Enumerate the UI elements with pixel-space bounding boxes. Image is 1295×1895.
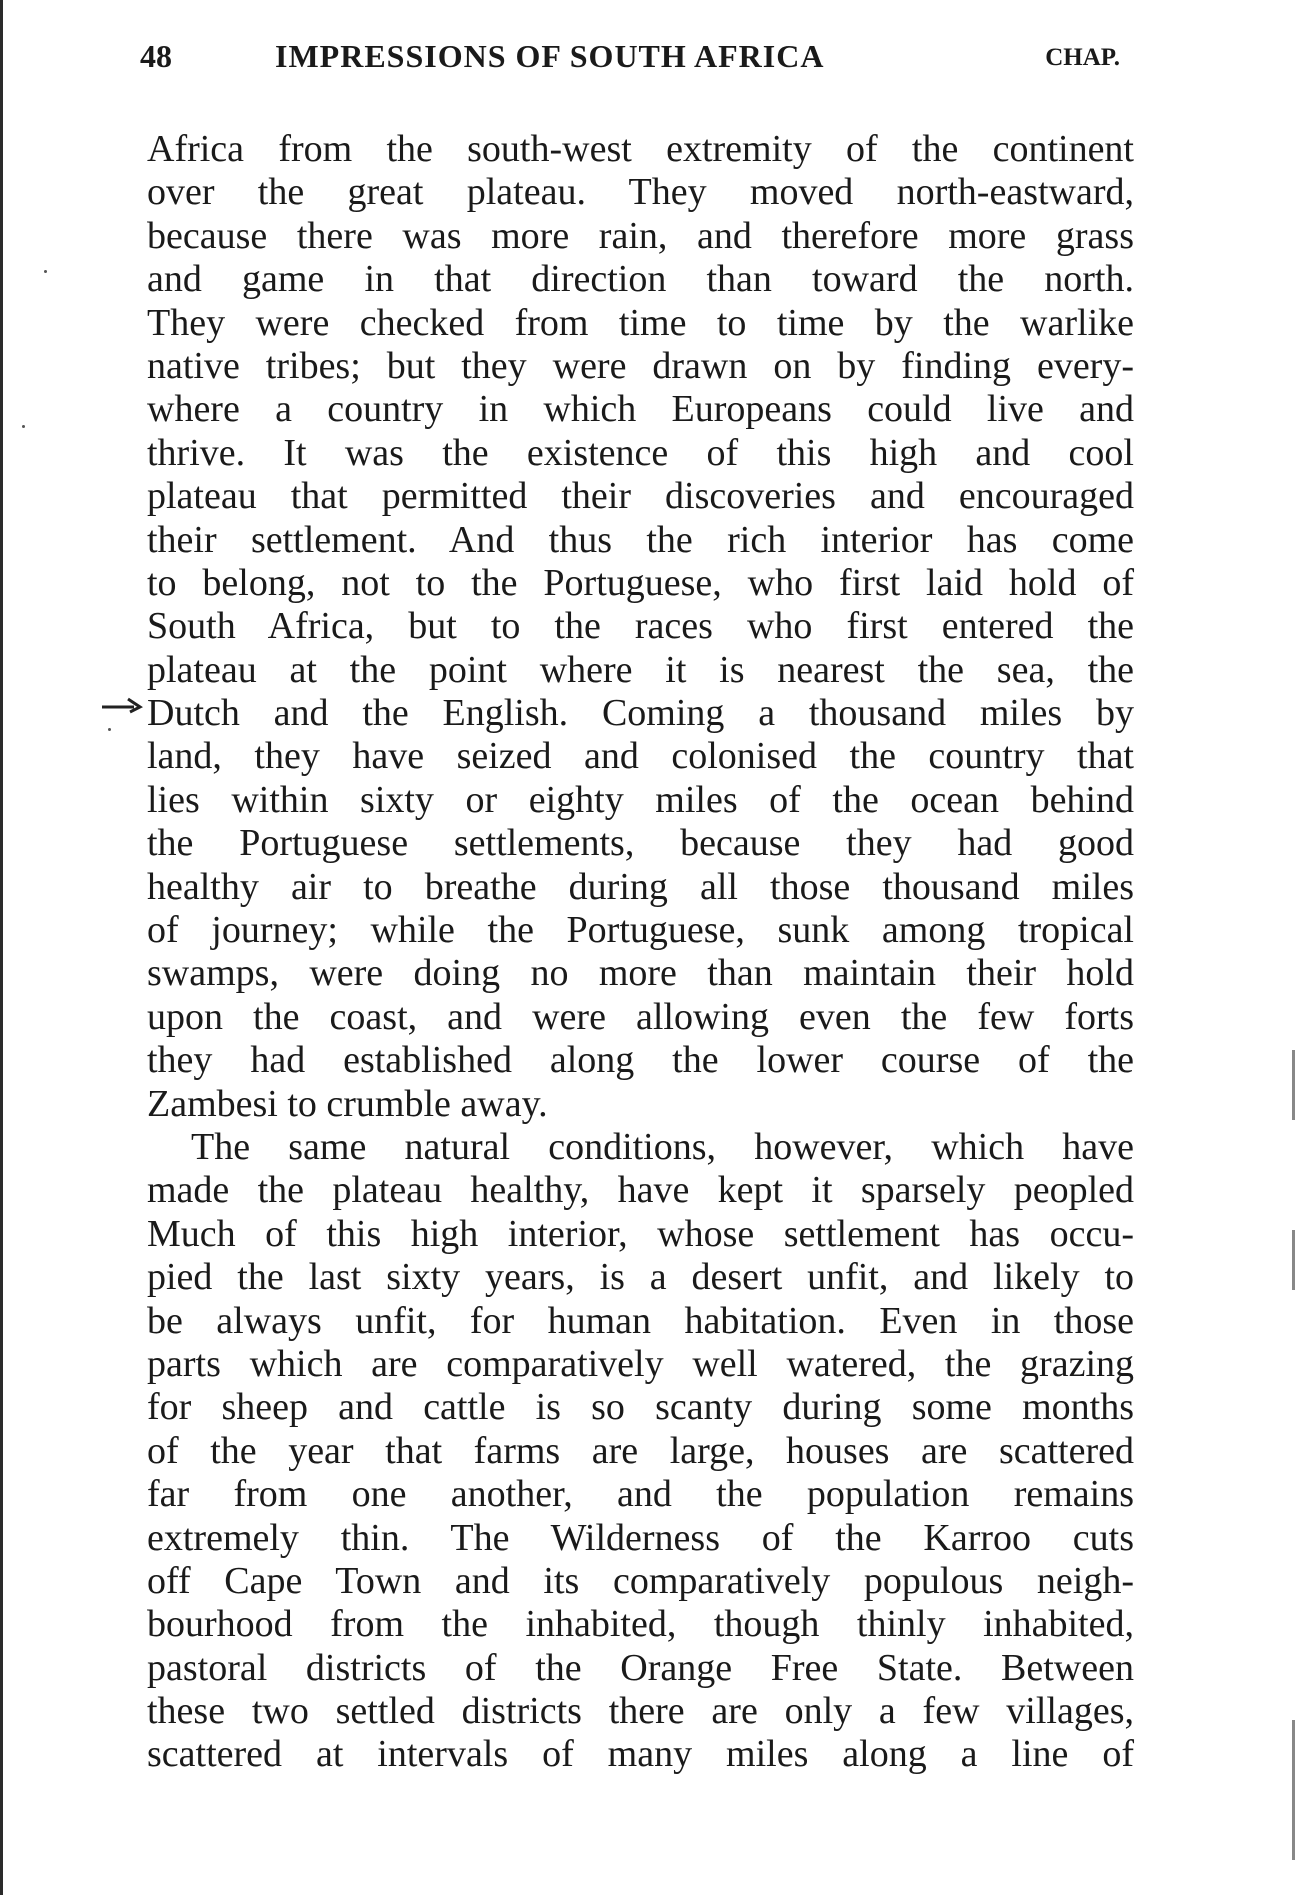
text-line: they had established along the lower course of the	[147, 1039, 1134, 1082]
text-line: Much of this high interior, whose settlement has occu-	[147, 1212, 1134, 1255]
text-line: thrive. It was the existence of this high and cool	[147, 431, 1134, 474]
text-line: healthy air to breathe during all those thousand miles	[147, 865, 1134, 908]
page-left-border	[0, 0, 3, 1895]
text-line: because there was more rain, and therefore more grass	[147, 214, 1134, 257]
text-line: pastoral districts of the Orange Free State. Between	[147, 1646, 1134, 1689]
margin-dot	[44, 270, 47, 273]
text-line: The same natural conditions, however, which have	[191, 1125, 1134, 1168]
text-line: far from one another, and the population remains	[147, 1473, 1134, 1516]
text-line: where a country in which Europeans could live and	[147, 388, 1134, 431]
text-line: Zambesi to crumble away.	[147, 1082, 548, 1125]
text-line: native tribes; but they were drawn on by finding every-	[147, 344, 1134, 387]
text-line: the Portuguese settlements, because they had good	[147, 822, 1134, 865]
text-line: scattered at intervals of many miles along a line of	[147, 1733, 1134, 1776]
text-line: to belong, not to the Portuguese, who first laid hold of	[147, 561, 1134, 604]
text-line: Africa from the south-west extremity of the continent	[147, 128, 1134, 170]
text-line: of journey; while the Portuguese, sunk among tropical	[147, 909, 1134, 952]
text-line: off Cape Town and its comparatively populous neigh-	[147, 1559, 1134, 1602]
text-line: their settlement. And thus the rich interior has come	[147, 518, 1134, 561]
text-line: swamps, were doing no more than maintain their hold	[147, 952, 1134, 995]
text-line: Dutch and the English. Coming a thousand miles by	[147, 692, 1134, 735]
text-line: bourhood from the inhabited, though thinly inhabited,	[147, 1603, 1134, 1646]
text-line: South Africa, but to the races who first entered the	[147, 605, 1134, 648]
text-line: for sheep and cattle is so scanty during some months	[147, 1386, 1134, 1429]
text-line: land, they have seized and colonised the country that	[147, 735, 1134, 778]
text-line: extremely thin. The Wilderness of the Karroo cuts	[147, 1516, 1134, 1559]
text-line: plateau at the point where it is nearest the sea, the	[147, 648, 1134, 691]
text-line: over the great plateau. They moved north-eastward,	[147, 171, 1134, 214]
text-line: plateau that permitted their discoveries and encouraged	[147, 475, 1134, 518]
margin-dot	[108, 728, 111, 731]
margin-arrow-icon	[100, 690, 146, 720]
text-line: parts which are comparatively well watered, the grazing	[147, 1342, 1134, 1385]
text-line: lies within sixty or eighty miles of the ocean behind	[147, 778, 1134, 821]
text-line: upon the coast, and were allowing even the few forts	[147, 995, 1134, 1038]
text-line: made the plateau healthy, have kept it sparsely peopled	[147, 1169, 1134, 1212]
text-line: these two settled districts there are only a few villages,	[147, 1690, 1134, 1733]
text-line: pied the last sixty years, is a desert unfit, and likely to	[147, 1256, 1134, 1299]
page-header	[140, 38, 1130, 88]
text-line: and game in that direction than toward the north.	[147, 258, 1134, 301]
body-text	[147, 128, 1134, 1777]
chapter-label: CHAP.	[1045, 44, 1120, 71]
text-line: of the year that farms are large, houses are scattered	[147, 1429, 1134, 1472]
margin-dot	[22, 425, 25, 428]
text-line: be always unfit, for human habitation. Even in those	[147, 1299, 1134, 1342]
text-line: They were checked from time to time by the warlike	[147, 301, 1134, 344]
page-number: 48	[140, 38, 172, 74]
running-title: IMPRESSIONS OF SOUTH AFRICA	[275, 38, 825, 74]
